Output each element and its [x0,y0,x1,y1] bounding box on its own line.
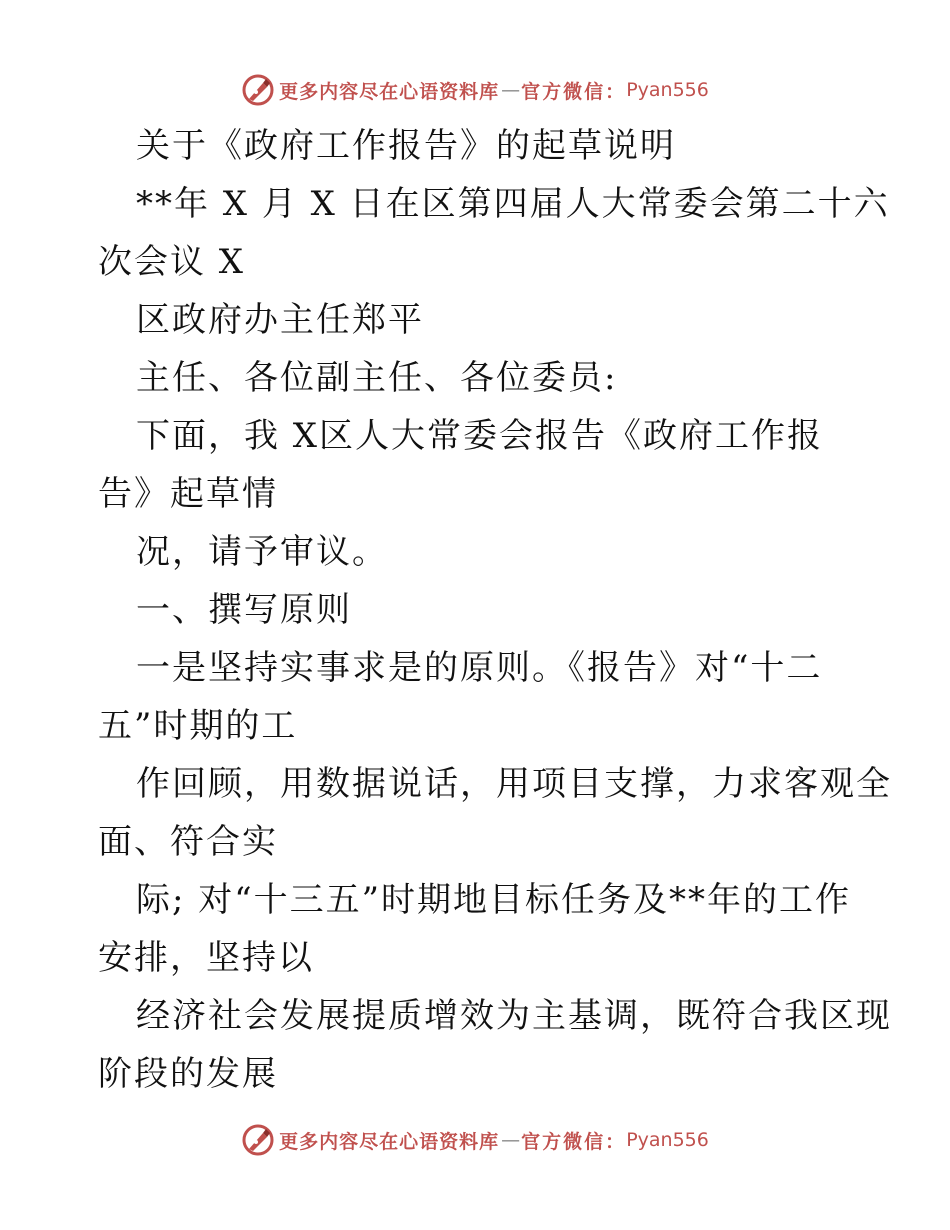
watermark-separator: — [501,1129,520,1151]
section-heading: 一、撰写原则 [136,590,352,630]
watermark-main-text: 更多内容尽在心语资料库 [279,80,500,103]
document-line: 况，请予审议。 [136,532,388,572]
document-line: 一是坚持实事求是的原则。《报告》对“十二 [136,648,823,688]
document-line: 作回顾，用数据说话，用项目支撑，力求客观全 [136,764,892,804]
watermark-separator: — [501,79,520,101]
watermark-wechat-id: Pyan556 [626,79,709,101]
footer-watermark [0,1120,950,1160]
document-body [0,117,950,1103]
pen-logo-icon [241,1123,275,1157]
document-line: 主任、各位副主任、各位委员: [136,358,618,398]
pen-logo-icon [241,73,275,107]
document-line: 经济社会发展提质增效为主基调，既符合我区现 [136,996,892,1036]
watermark-wechat-label: 官方微信： [521,1130,627,1153]
document-line: 下面，我 X区人大常委会报告《政府工作报 [136,416,824,456]
header-watermark [0,70,950,110]
watermark-main-text: 更多内容尽在心语资料库 [279,1130,500,1153]
watermark-wechat-id: Pyan556 [626,1129,709,1151]
document-line: **年 X 月 X 日在区第四届人大常委会第二十六 [136,184,890,224]
watermark-wechat-label: 官方微信： [521,80,627,103]
document-line: 告》起草情 [98,474,278,514]
document-line: 面、符合实 [98,822,278,862]
document-line: 际; 对“十三五”时期地目标任务及**年的工作 [136,880,852,920]
document-line: 次会议 X [98,242,246,282]
document-line: 区政府办主任郑平 [136,300,424,340]
document-line: 阶段的发展 [98,1054,278,1094]
document-line: 安排，坚持以 [98,938,314,978]
document-title: 关于《政府工作报告》的起草说明 [136,126,676,166]
document-line: 五”时期的工 [98,706,298,746]
